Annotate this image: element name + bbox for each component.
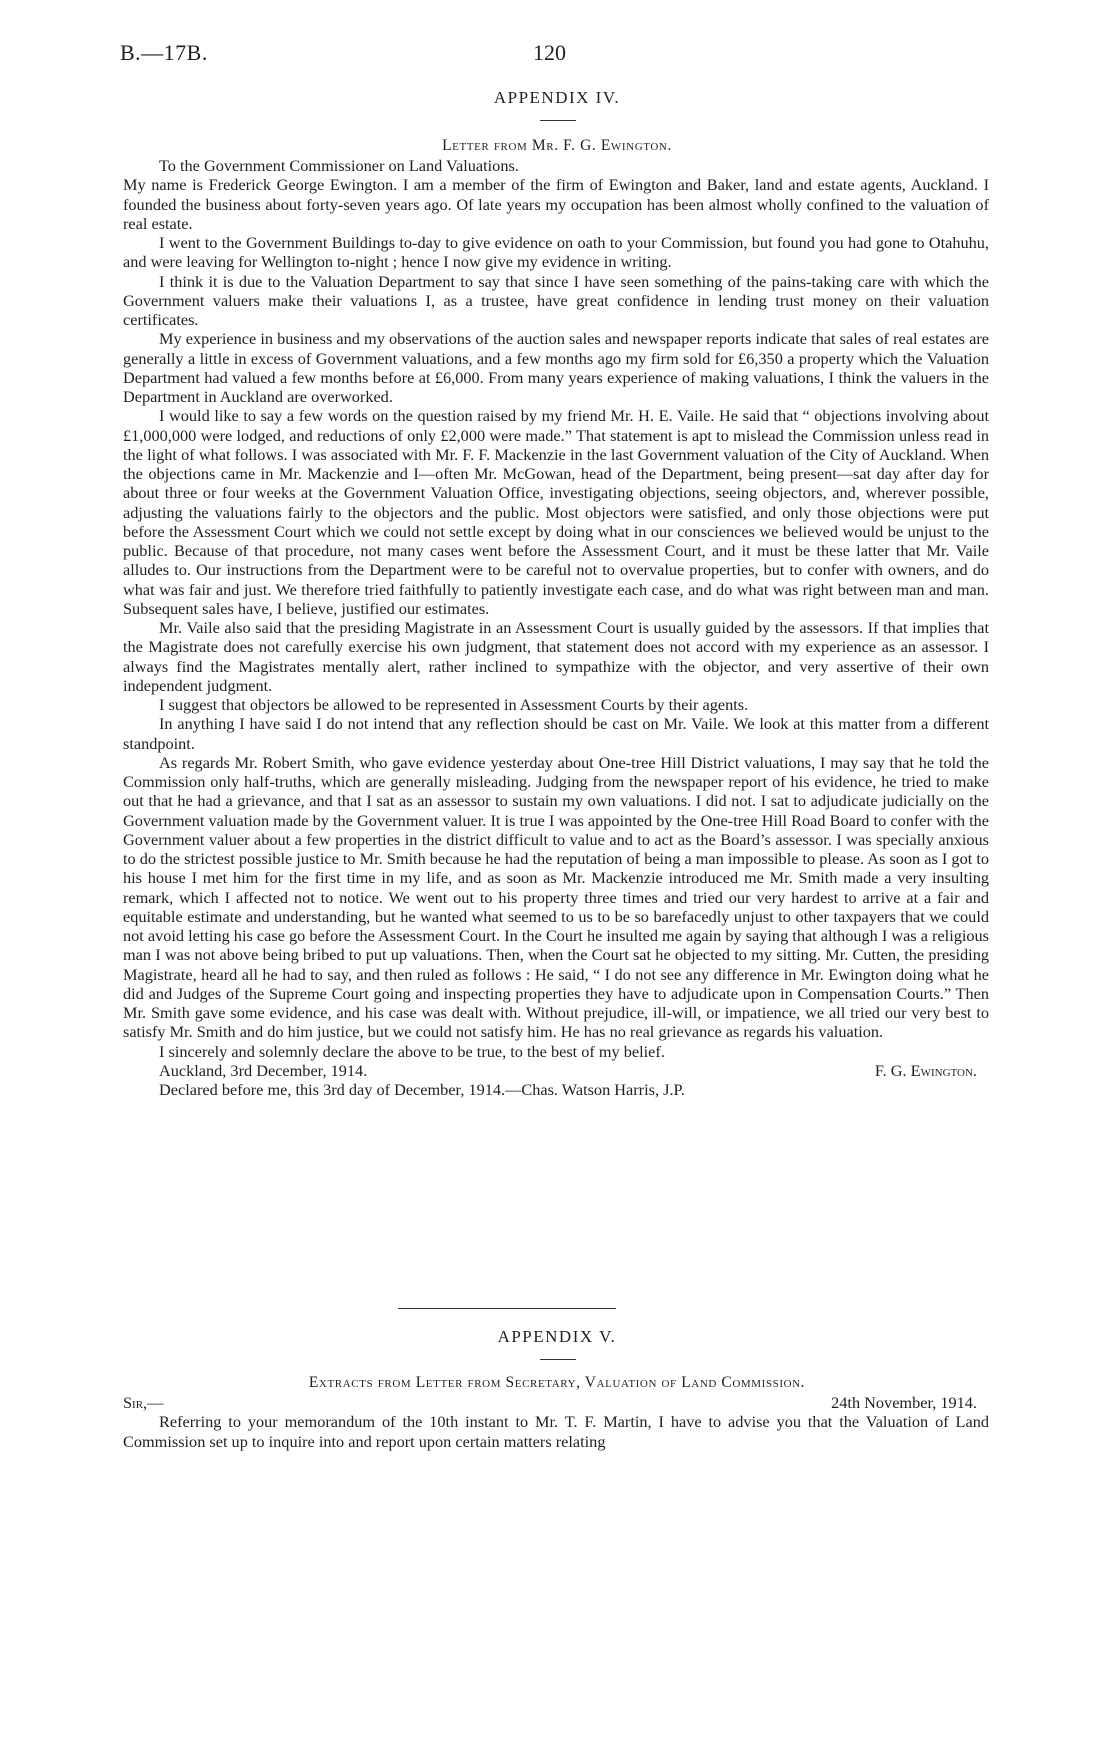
appendix-iv-title: APPENDIX IV. bbox=[493, 88, 621, 107]
paragraph: I suggest that objectors be allowed to be represented in Assessment Courts by their agents. bbox=[159, 695, 749, 714]
paragraph: I went to the Government Buildings to-day to give evidence on oath to your Commission, but found you had gone to Otahuhu, and were leaving for Wellington to-night ; hence I now give my evidence in writing. bbox=[123, 233, 989, 272]
paragraph: I would like to say a few words on the question raised by my friend Mr. H. E. Vaile. He said that “ objections involving about £1,000,000 were lodged, and reductions of only £2,000 were made.” That statement is apt to mislead the Commission unless read in the light of what follows. I was associated with Mr. F. F. Mackenzie in the last Government valuation of the City of Auckland. When the objections came in Mr. Mackenzie and I—often Mr. McGowan, head of the Department, being present—sat day after day for about three or four weeks at the Government Valuation Office, investigating objections, seeing objectors, and, wherever possible, adjusting the valuations fairly to the objectors and the public. Most objectors were satisfied, and only those objections were put before the Assessment Court which we could not settle except by doing what in our consciences we believed would be unjust to the public. Because of that procedure, not many cases went before the Assessment Court, and it must be these latter that Mr. Vaile alludes to. Our instructions from the Department were to be careful not to overvalue properties, but to confer with owners, and do what was fair and just. We therefore tried faithfully to patiently investigate each case, and do what was right between man and man. Subsequent sales have, I believe, justified our estimates. bbox=[123, 406, 989, 618]
addressee: To the Government Commissioner on Land Valuations. bbox=[159, 156, 519, 175]
paragraph: I sincerely and solemnly declare the above to be true, to the best of my belief. bbox=[159, 1041, 665, 1061]
paragraph: My experience in business and my observations of the auction sales and newspaper reports indicate that sales of real estates are generally a little in excess of Government valuations, and a few months ago my firm sold for £6,350 a property which the Valuation Department had valued a few months before at £6,000. From many years experience of making valuations, I think the valuers in the Department in Auckland are overworked. bbox=[123, 329, 989, 406]
document-reference: B.—17B. bbox=[120, 40, 208, 65]
paragraph: Mr. Vaile also said that the presiding Magistrate in an Assessment Court is usually guided by the assessors. If that implies that the Magistrate does not carefully exercise his own judgment, that statement does not accord with my experience as an assessor. I always find the Magistrates mentally alert, rather inclined to sympathize with the objector, and very assertive of their own independent judgment. bbox=[123, 618, 989, 695]
salutation-row bbox=[123, 1393, 989, 1412]
title-rule bbox=[540, 120, 576, 121]
salutation: Sir,— bbox=[123, 1393, 164, 1412]
place-date: Auckland, 3rd December, 1914. bbox=[159, 1060, 368, 1080]
appendix-v-body bbox=[123, 1393, 989, 1451]
paragraph: In anything I have said I do not intend that any reflection should be cast on Mr. Vaile. We look at this matter from a different standpoint. bbox=[123, 714, 989, 753]
paragraph: As regards Mr. Robert Smith, who gave evidence yesterday about One-tree Hill District valuations, I may say that he told the Commission only half-truths, which are generally misleading. Judging from the newspaper report of his evidence, he tried to make out that he had a grievance, and that I sat as an assessor to sustain my own valuations. I did not. I sat to adjudicate judicially on the Government valuation made by the Government valuer. It is true I was appointed by the One-tree Hill Road Board to confer with the Government valuer about a few properties in the district difficult to value and to act as the Board’s assessor. I was specially anxious to do the strictest possible justice to Mr. Smith because he had the reputation of being a man impossible to please. As soon as I got to his house I met him for the first time in my life, and as soon as Mr. Mackenzie introduced me Mr. Smith made a very insulting remark, which I affected not to notice. We went out to his property three times and tried our very hardest to arrive at a fair and equitable estimate and understanding, but he wanted what seemed to us to be so barefacedly unjust to other taxpayers that we could not avoid letting his case go before the Assessment Court. In the Court he insulted me again by saying that although I was a religious man I was not above being bribed to put up valuations. Then, when the Court sat he objected to my sitting. Mr. Cutten, the presiding Magistrate, heard all he had to say, and then ruled as follows : He said, “ I do not see any difference in Mr. Ewington doing what he did and Judges of the Supreme Court going and inspecting properties they have to adjudicate upon in Compensation Courts.” Then Mr. Smith gave some evidence, and his case was dealt with. Without prejudice, ill-will, or impatience, we all tried our very best to satisfy Mr. Smith and do him justice, but we could not satisfy him. He has no real grievance as regards his valuation. bbox=[123, 752, 989, 1042]
page-number: 120 bbox=[533, 40, 566, 65]
signature: F. G. Ewington. bbox=[874, 1060, 977, 1080]
appendix-v-letter-heading: Extracts from Letter from Secretary, Valuation of Land Commission. bbox=[308, 1374, 806, 1391]
declaration: Declared before me, this 3rd day of December, 1914.—Chas. Watson Harris, J.P. bbox=[159, 1080, 685, 1099]
paragraph: Referring to your memorandum of the 10th instant to Mr. T. F. Martin, I have to advise you that the Valuation of Land Commission set up to inquire into and report upon certain matters relating bbox=[123, 1412, 989, 1451]
letter-date: 24th November, 1914. bbox=[831, 1393, 977, 1412]
section-separator bbox=[398, 1308, 616, 1309]
appendix-iv-body bbox=[123, 156, 989, 1099]
appendix-iv-letter-heading: Letter from Mr. F. G. Ewington. bbox=[442, 137, 672, 154]
signature-row bbox=[123, 1061, 989, 1080]
paragraph: I think it is due to the Valuation Department to say that since I have seen something of the pains-taking care with which the Government valuers make their valuations I, as a trustee, have great confidence in lending trust money on their valuation certificates. bbox=[123, 271, 989, 329]
paragraph: My name is Frederick George Ewington. I am a member of the firm of Ewington and Baker, land and estate agents, Auckland. I founded the business about forty-seven years ago. Of late years my occupation has been almost wholly confined to the valuation of real estate. bbox=[123, 175, 989, 233]
appendix-v-title: APPENDIX V. bbox=[497, 1327, 617, 1346]
title-rule bbox=[540, 1359, 576, 1360]
